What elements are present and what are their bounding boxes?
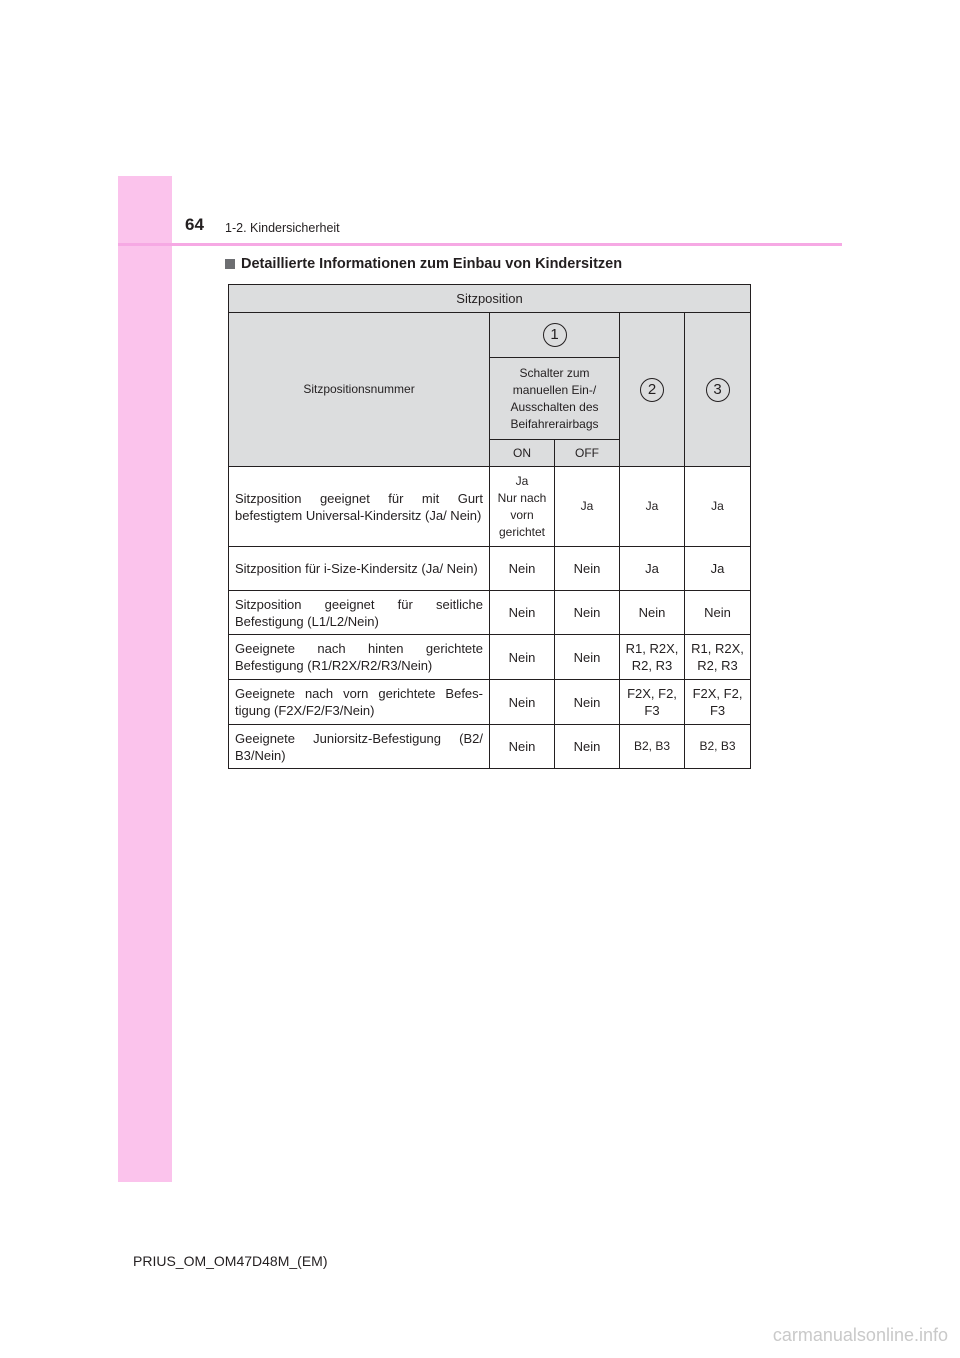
row-label: Sitzposition geeignet für mit Gurt befestigtem Universal-Kindersitz (Ja/ Nein)	[229, 467, 490, 547]
seat-2-header	[620, 313, 685, 467]
cell-seat-3: F2X, F2, F3	[685, 680, 751, 725]
table-caption: Sitzposition	[229, 285, 751, 313]
chapter-title: 1-2. Kindersicherheit	[225, 221, 340, 235]
table-row	[229, 725, 751, 769]
cell-seat-2: Nein	[620, 591, 685, 635]
cell-on: Nein	[490, 591, 555, 635]
seat-1-header	[490, 313, 620, 358]
cell-off: Nein	[555, 547, 620, 591]
cell-seat-2: Ja	[620, 547, 685, 591]
cell-seat-3: Ja	[685, 467, 751, 547]
cell-on: Nein	[490, 635, 555, 680]
row-label: Geeignete nach hinten gerichtete Befestigung (R1/R2X/R2/R3/Nein)	[229, 635, 490, 680]
table-row	[229, 680, 751, 725]
cell-seat-3: Ja	[685, 547, 751, 591]
seat-number-label: Sitzpositionsnummer	[229, 313, 490, 467]
cell-seat-2: B2, B3	[620, 725, 685, 769]
seat-position-table	[228, 284, 751, 769]
cell-seat-2: R1, R2X, R2, R3	[620, 635, 685, 680]
cell-off: Nein	[555, 591, 620, 635]
watermark: carmanualsonline.info	[772, 1325, 948, 1345]
row-label: Geeignete Juniorsitz-Befestigung (B2/ B3/Nein)	[229, 725, 490, 769]
row-label: Geeignete nach vorn gerichtete Befes- tigung (F2X/F2/F3/Nein)	[229, 680, 490, 725]
page-side-tab	[118, 176, 172, 1182]
airbag-off-label: OFF	[555, 440, 620, 467]
row-label: Sitzposition für i-Size-Kindersitz (Ja/ Nein)	[229, 547, 490, 591]
airbag-on-label: ON	[490, 440, 555, 467]
cell-seat-2: Ja	[620, 467, 685, 547]
square-bullet-icon	[225, 259, 235, 269]
header-rule	[118, 243, 842, 246]
seat-3-header	[685, 313, 751, 467]
page-number: 64	[185, 215, 204, 234]
row-label: Sitzposition geeignet für seitliche Befestigung (L1/L2/Nein)	[229, 591, 490, 635]
seat-number-2: 2	[640, 378, 664, 402]
cell-off: Nein	[555, 725, 620, 769]
document-code: PRIUS_OM_OM47D48M_(EM)	[133, 1253, 328, 1269]
seat-number-3: 3	[706, 378, 730, 402]
cell-on: Ja Nur nach vorn gerichtet	[490, 467, 555, 547]
cell-seat-3: Nein	[685, 591, 751, 635]
seat-number-1: 1	[543, 323, 567, 347]
cell-off: Ja	[555, 467, 620, 547]
section-heading	[225, 256, 622, 272]
cell-seat-3: R1, R2X, R2, R3	[685, 635, 751, 680]
cell-off: Nein	[555, 635, 620, 680]
cell-seat-2: F2X, F2, F3	[620, 680, 685, 725]
cell-off: Nein	[555, 680, 620, 725]
airbag-switch-label: Schalter zum manuellen Ein-/ Ausschalten des Beifahrerairbags	[490, 358, 620, 440]
cell-on: Nein	[490, 547, 555, 591]
table-row	[229, 547, 751, 591]
table-row	[229, 467, 751, 547]
cell-seat-3: B2, B3	[685, 725, 751, 769]
section-heading-text: Detaillierte Informationen zum Einbau von Kindersitzen	[241, 256, 623, 272]
cell-on: Nein	[490, 725, 555, 769]
table-row	[229, 591, 751, 635]
table-row	[229, 635, 751, 680]
cell-on: Nein	[490, 680, 555, 725]
